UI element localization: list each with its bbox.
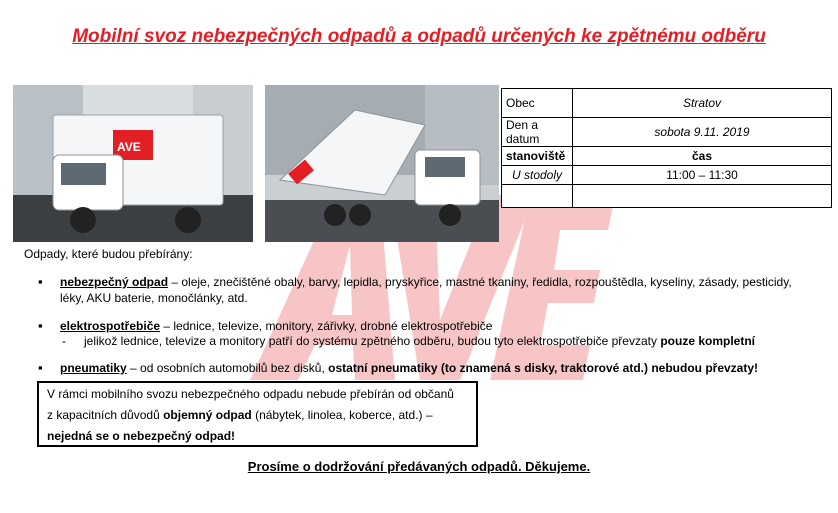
bullet-icon: ▪ [38, 360, 43, 375]
notice-line2 [47, 408, 433, 422]
obec-label: Obec [502, 89, 573, 118]
datum-value: sobota 9.11. 2019 [573, 118, 832, 147]
electro-item [60, 319, 492, 333]
page-title: Mobilní svoz nebezpečných odpadů a odpadů určených ke zpětnému odběru [72, 26, 766, 47]
hazardous-title: nebezpečný odpad [60, 275, 169, 289]
obec-value: Stratov [573, 89, 832, 118]
empty-cell [573, 185, 832, 208]
tires-item [60, 361, 830, 375]
intro-text: Odpady, které budou přebírány: [24, 247, 193, 261]
electro-note-text: jelikož lednice, televize a monitory patří do systému zpětného odběru, budou tyto elektrospotřebiče převzaty [84, 334, 661, 348]
stanoviste-label: stanoviště [502, 147, 573, 166]
hazardous-line1: – oleje, znečištěné obaly, barvy, lepidla, pryskyřice, mastné tkaniny, ředidla, rozpouštědla, kyseliny, zásady, pesticidy, [168, 275, 792, 289]
notice-line3: nejedná se o nebezpečný odpad! [47, 429, 236, 443]
notice-line2-b: (nábytek, linolea, koberce, atd.) – [251, 408, 433, 422]
electro-note [84, 334, 814, 348]
empty-cell [502, 185, 573, 208]
notice-line2-bold: objemný odpad [163, 408, 252, 422]
bullet-icon: ▪ [38, 318, 43, 333]
hazardous-line2: léky, AKU baterie, monočlánky, atd. [60, 291, 248, 305]
notice-line2-a: z kapacitních důvodů [47, 408, 164, 422]
closing-text: Prosíme o dodržování předávaných odpadů. Děkujeme. [247, 459, 591, 474]
truck-logo: AVE [117, 140, 141, 154]
cas-value: 11:00 – 11:30 [573, 166, 832, 185]
electro-line1: – lednice, televize, monitory, zářivky, drobné elektrospotřebiče [160, 319, 493, 333]
tires-line1: – od osobních automobilů bez disků, [126, 361, 329, 375]
electro-title: elektrospotřebiče [60, 319, 161, 333]
box-truck-photo [13, 85, 253, 242]
collection-info-table [501, 88, 832, 208]
bullet-icon: ▪ [38, 274, 43, 289]
notice-line1: V rámci mobilního svozu nebezpečného odpadu nebude přebírán od občanů [47, 387, 454, 401]
tires-title: pneumatiky [60, 361, 127, 375]
hazardous-item [60, 275, 820, 289]
cas-label: čas [573, 147, 832, 166]
container-truck-photo [265, 85, 499, 242]
bulky-waste-notice [37, 381, 478, 447]
stanoviste-value: U stodoly [502, 166, 573, 185]
datum-label: Den a datum [502, 118, 573, 147]
electro-note-dash: - [62, 334, 66, 348]
tires-line1-bold: ostatní pneumatiky (to znamená s disky, traktorové atd.) nebudou převzaty! [328, 361, 759, 375]
electro-note-bold: pouze kompletní [660, 334, 755, 348]
